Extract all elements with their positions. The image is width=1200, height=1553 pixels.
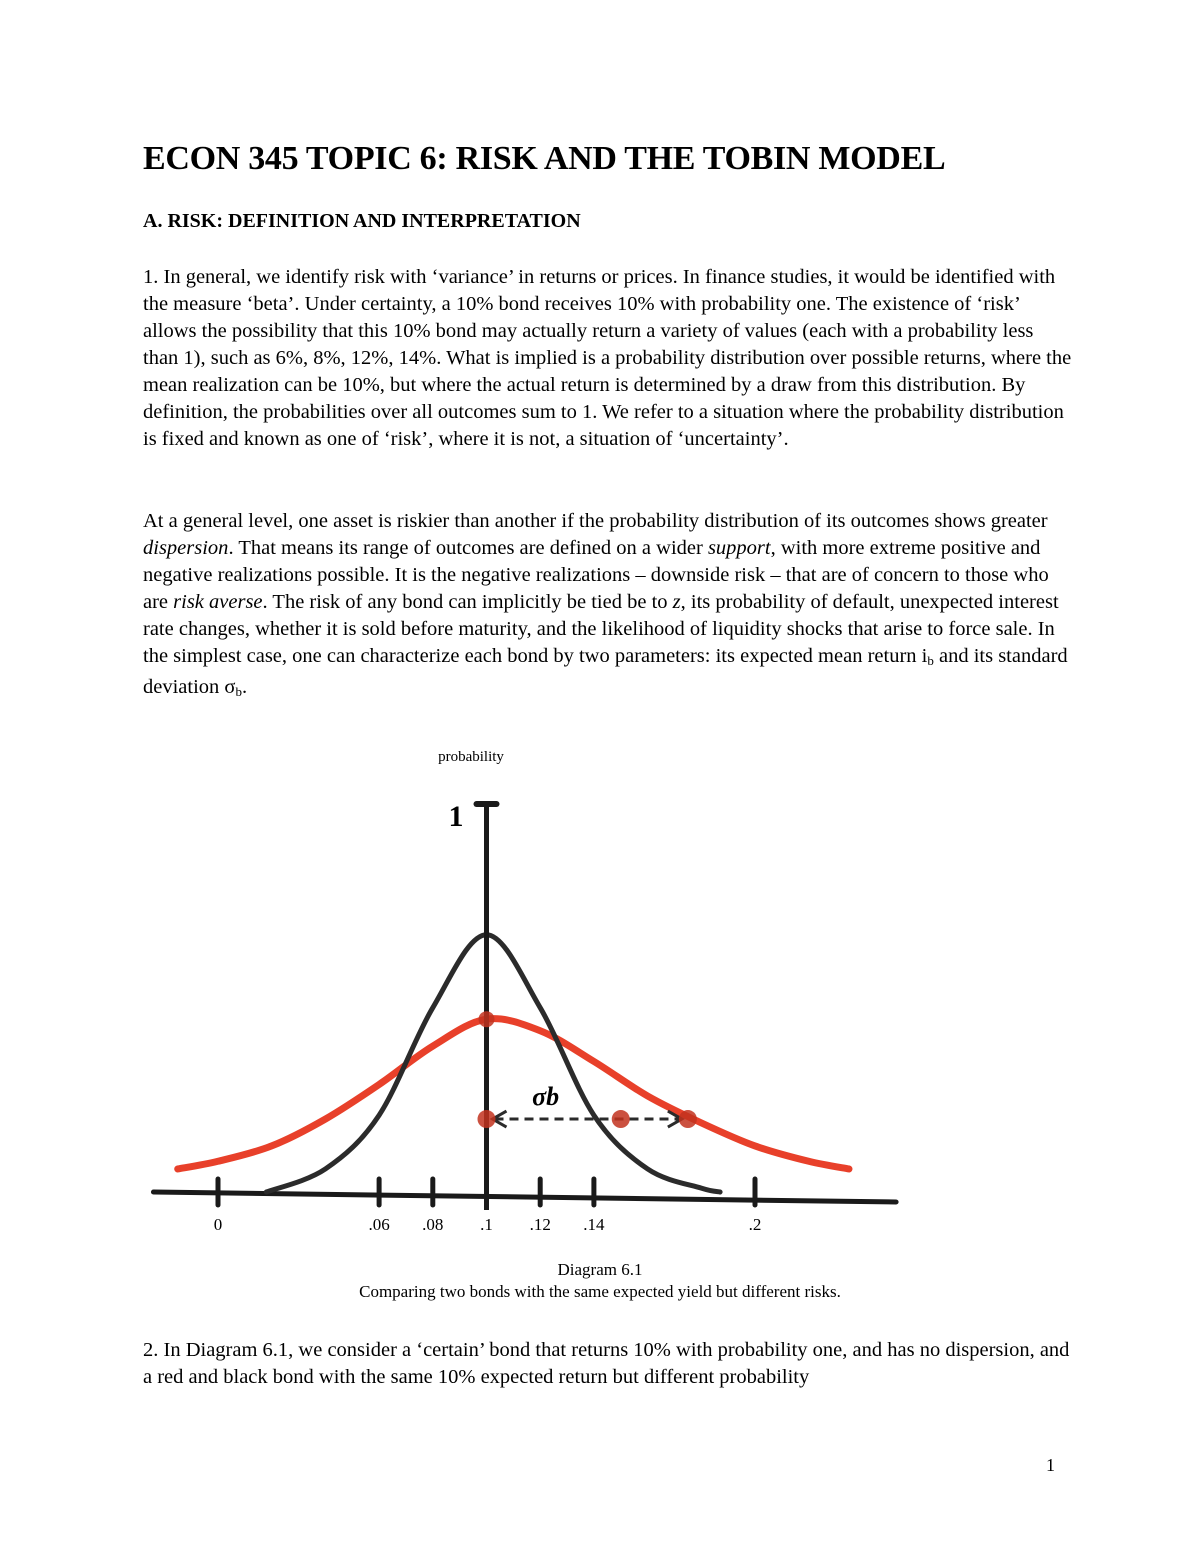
sigma-point: [478, 1110, 496, 1128]
subscript: b: [235, 684, 242, 699]
y-axis-top-label: 1: [448, 800, 464, 833]
diagram-caption: Comparing two bonds with the same expected yield but different risks.: [359, 1282, 841, 1301]
emphasis-dispersion: dispersion: [143, 537, 229, 559]
annotation-group: [478, 1011, 697, 1128]
emphasis-z: z: [672, 591, 681, 613]
text-run: .: [241, 676, 248, 698]
x-tick-label: .06: [368, 1215, 390, 1234]
section-heading: A. RISK: DEFINITION AND INTERPRETATION: [143, 210, 581, 232]
page-number: 1: [1046, 1455, 1055, 1475]
paragraph-diagram-discussion: 2. In Diagram 6.1, we consider a ‘certain’ bond that returns 10% with probability one, and has no dispersion, and a red and black bond with the same 10% expected return but different probability: [143, 1339, 1070, 1388]
curves-group: [178, 804, 849, 1210]
y-axis-label: probability: [438, 749, 504, 765]
diagram-6-1: [130, 740, 910, 1240]
diagram-title: Diagram 6.1: [557, 1260, 643, 1279]
sigma-point: [679, 1110, 697, 1128]
emphasis-risk-averse: risk averse: [173, 591, 263, 613]
text-run: , its probability of default, unexpected interest rate changes, whether it is sold before maturity, and the likelihood of liquidity shocks that arise to force sale. In the simplest case, one can characterize each bond by two parameters: its expected mean return i: [143, 591, 1059, 667]
x-tick-label: 0: [213, 1215, 223, 1234]
paragraph-dispersion: [143, 508, 1073, 705]
text-run: At a general level, one asset is riskier than another if the probability distribution of its outcomes shows greater: [143, 510, 1048, 532]
x-tick-label: .14: [583, 1215, 605, 1234]
paragraph-risk-definition: 1. In general, we identify risk with ‘variance’ in returns or prices. In finance studies, it would be identified with the measure ‘beta’. Under certainty, a 10% bond receives 10% with probability one. The existence of ‘risk’ allows the possibility that this 10% bond may actually return a variety of values (each with a probability less than 1), such as 6%, 8%, 12%, 14%. What is implied is a probability distribution over possible returns, where the mean realization can be 10%, but where the actual return is determined by a draw from this distribution. By definition, the probabilities over all outcomes sum to 1. We refer to a situation where the probability distribution is fixed and known as one of ‘risk’, where it is not, a situation of ‘uncertainty’.: [143, 266, 1072, 450]
subscript: b: [927, 653, 934, 668]
red-bond-curve: [178, 1019, 849, 1169]
emphasis-support: support: [707, 537, 771, 559]
x-tick-label: .08: [422, 1215, 444, 1234]
x-tick-label: .12: [529, 1215, 551, 1234]
red-peak-point: [479, 1011, 495, 1027]
black-bond-curve: [266, 935, 720, 1192]
diagram-svg: [130, 740, 910, 1240]
text-run: , with more extreme positive and negative realizations possible. It is the negative realizations – downside risk – that are of concern to those who are: [143, 537, 1049, 613]
x-tick-label: .2: [748, 1215, 762, 1234]
sigma-point: [612, 1110, 630, 1128]
text-run: . That means its range of outcomes are defined on a wider: [228, 537, 708, 559]
x-tick-label: .1: [480, 1215, 493, 1234]
text-run: and its standard deviation σ: [143, 645, 1068, 698]
sigma-label: σb: [532, 1082, 560, 1112]
text-run: . The risk of any bond can implicitly be tied be to: [262, 591, 673, 613]
page-title: ECON 345 TOPIC 6: RISK AND THE TOBIN MODEL: [143, 140, 946, 177]
